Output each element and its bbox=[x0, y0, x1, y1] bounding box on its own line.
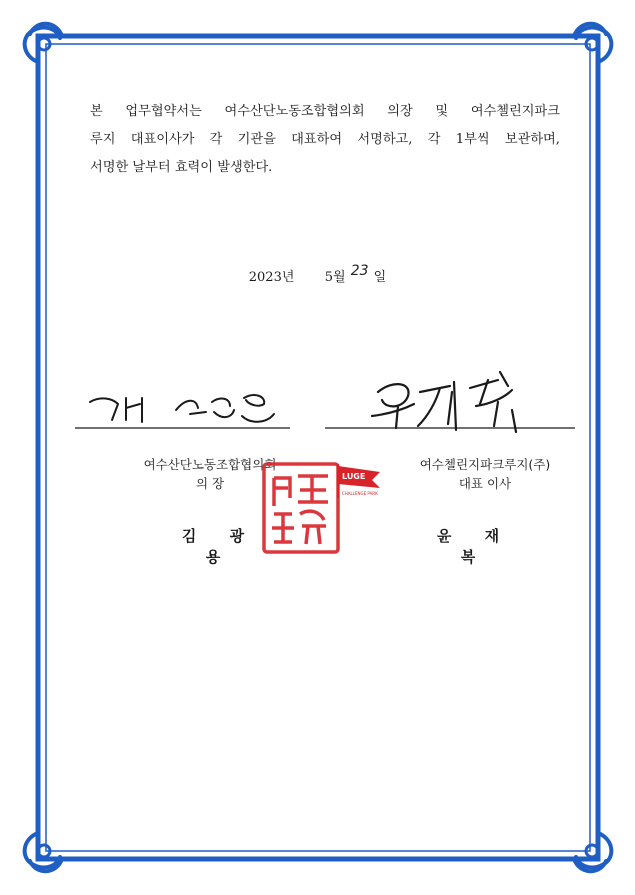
right-organization: 여수첼린지파크루지(주) bbox=[419, 457, 551, 472]
date-month: 5월 bbox=[324, 270, 346, 285]
right-title: 대표 이사 bbox=[458, 476, 512, 491]
svg-text:CHALLENGE PARK: CHALLENGE PARK bbox=[342, 491, 378, 496]
date-day-handwritten: 23 bbox=[350, 263, 369, 279]
agreement-text bbox=[90, 98, 560, 182]
date-year: 2023년 bbox=[248, 270, 295, 285]
agreement-line-3: 서명한 날부터 효력이 발생한다. bbox=[90, 160, 273, 175]
svg-text:LUGE: LUGE bbox=[342, 472, 366, 481]
left-signatory-name: 김 광 용 bbox=[181, 527, 259, 566]
right-signatory-name: 윤 재 복 bbox=[436, 527, 514, 566]
right-party bbox=[405, 455, 565, 493]
date-day-suffix: 일 bbox=[373, 270, 387, 285]
signature-area bbox=[0, 360, 635, 440]
official-seal-stamp bbox=[258, 458, 388, 558]
left-title: 의 장 bbox=[195, 476, 225, 491]
left-handwritten-signature bbox=[90, 395, 274, 422]
agreement-line-2: 루지 대표이사가 각 기관을 대표하여 서명하고, 각 1부씩 보관하며, bbox=[90, 132, 560, 147]
agreement-line-1: 본 업무협약서는 여수산단노동조합협의회 의장 및 여수첼린지파크 bbox=[90, 104, 560, 119]
signing-date bbox=[0, 263, 635, 285]
left-organization: 여수산단노동조합협의회 bbox=[143, 457, 277, 472]
right-handwritten-signature bbox=[372, 372, 516, 432]
luge-logo-icon bbox=[338, 464, 380, 498]
